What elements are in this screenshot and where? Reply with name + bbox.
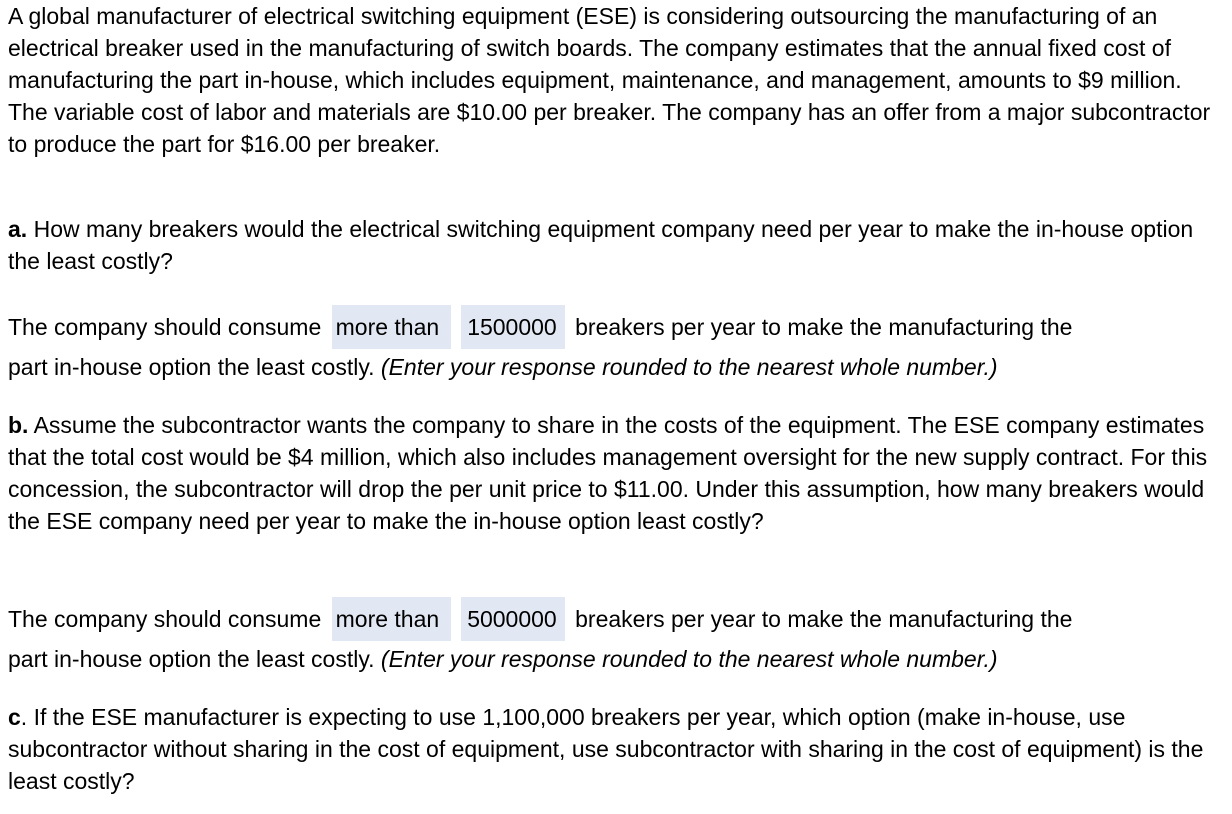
answer-a-line2-text: part in-house option the least costly. bbox=[8, 354, 375, 380]
answer-a-line-1 bbox=[8, 307, 1222, 351]
answer-b-suffix: breakers per year to make the manufacturing the bbox=[575, 606, 1073, 633]
question-c bbox=[8, 701, 1222, 797]
problem-statement: A global manufacturer of electrical switching equipment (ESE) is considering outsourcing the manufacturing of an electrical breaker used in the manufacturing of switch boards. The company estimates that the annual fixed cost of manufacturing the part in-house, which includes equipment, maintenance, and management, amounts to $9 million. The variable cost of labor and materials are $10.00 per breaker. The company has an offer from a major subcontractor to produce the part for $16.00 per breaker. bbox=[8, 3, 1211, 157]
answer-b-line-2 bbox=[8, 639, 1222, 679]
question-b-text: Assume the subcontractor wants the company to share in the costs of the equipment. The ESE company estimates that the total cost would be $4 million, which also includes management oversight for the new supply contract. For this concession, the subcontractor will drop the per unit price to $11.00. Under this assumption, how many breakers would the ESE company need per year to make the in-house option least costly? bbox=[8, 412, 1208, 534]
question-a bbox=[8, 213, 1222, 277]
question-c-label: c bbox=[8, 704, 21, 730]
question-a-label: a. bbox=[8, 216, 28, 242]
question-b bbox=[8, 409, 1222, 537]
answer-b-hint: (Enter your response rounded to the nearest whole number.) bbox=[380, 646, 998, 672]
answer-a-prefix: The company should consume bbox=[8, 314, 322, 341]
answer-a-comparison-dropdown[interactable]: more than bbox=[332, 305, 452, 349]
answer-a-input[interactable]: 1500000 bbox=[461, 305, 565, 349]
question-c-text: . If the ESE manufacturer is expecting to use 1,100,000 breakers per year, which option (make in-house, use subcontractor without sharing in the cost of equipment, use subcontractor with sharing in the cost of equipment) is the least costly? bbox=[8, 704, 1204, 794]
answer-b-line-1 bbox=[8, 599, 1222, 643]
answer-b-input[interactable]: 5000000 bbox=[461, 597, 565, 641]
answer-a-line-2 bbox=[8, 347, 1222, 387]
answer-b-prefix: The company should consume bbox=[8, 606, 322, 633]
question-a-text: How many breakers would the electrical switching equipment company need per year to make the in-house option the least costly? bbox=[8, 216, 1194, 274]
question-b-label: b. bbox=[8, 412, 29, 438]
answer-a-hint: (Enter your response rounded to the nearest whole number.) bbox=[380, 354, 998, 380]
answer-a-suffix: breakers per year to make the manufacturing the bbox=[575, 314, 1073, 341]
answer-b-line2-text: part in-house option the least costly. bbox=[8, 646, 375, 672]
answer-b-comparison-dropdown[interactable]: more than bbox=[332, 597, 452, 641]
